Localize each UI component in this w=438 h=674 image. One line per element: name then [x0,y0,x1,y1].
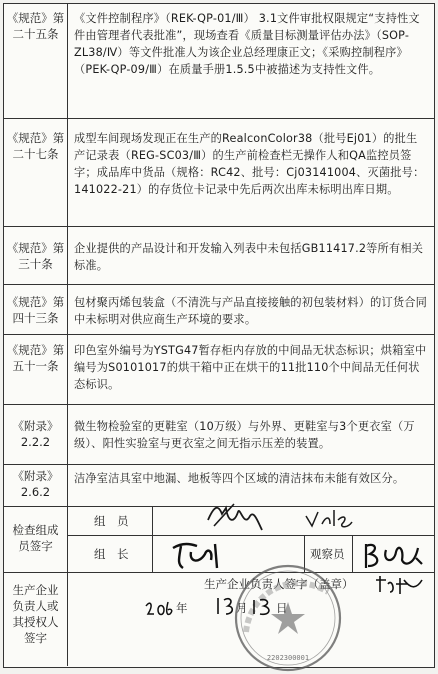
leader-label: 组 长 [94,547,129,561]
enterprise-sign-block [4,572,434,666]
clause-row [4,226,434,284]
clause-label: 《附录》 2.6.2 [4,464,68,506]
observer-label: 观察员 [310,547,345,561]
clause-text: 微生物检验室的更鞋室（10万级）与外界、更鞋室与3个更衣室（万级）、阳性实验室与更衣室之间无指示压差的装置。 [74,420,415,450]
clause-label: 《规范》第 三十条 [4,226,68,284]
clause-row [4,284,434,334]
clause-row [4,118,434,226]
column-divider [352,535,353,572]
clause-text: 《文件控制程序》（REK-QP-01/Ⅲ） 3.1文件审批权限规定“支持性文件由管理者代表批准”，现场查看《质量目标测量评估办法》（SOP-ZL38/Ⅳ）等文件批准人为该企业总经理康正文；《采购控制程序》（PEK-QP-09/Ⅲ）在质量手册1.5.5中被描述为支持性文件。 [74,12,420,76]
enterprise-sign-label: 生产企业负责人签字（盖章） [204,577,354,591]
year-suffix: 年 [176,601,188,615]
clause-row [4,334,434,404]
clause-text: 印色室外编号为YSTG47暂存柜内存放的中间品无状态标识；烘箱室中编号为S0101017的烘干箱中正在烘干的11批110个中间品无任何状态标识。 [74,344,427,391]
clause-text: 包材聚丙烯包装盒（不清洗与产品直接接触的初包装材料）的订货合同中未标明对供应商生产环境的要求。 [74,296,428,326]
clause-label: 《规范》第 二十七条 [4,118,68,226]
clause-row [4,404,434,464]
clause-row [4,4,434,118]
inspectors-sign-block [4,506,434,572]
day-suffix: 日 [276,601,288,615]
inspectors-label: 检查组成 员签字 [4,506,68,572]
clause-label: 《附录》 2.2.2 [4,404,68,464]
inspection-findings-sheet [3,3,435,668]
seal-number: 2202300001 [266,654,310,662]
clause-label: 《规范》第 五十一条 [4,334,68,404]
column-divider [152,506,153,572]
member-label: 组 员 [94,514,129,528]
clause-text: 成型车间现场发现正在生产的RealconColor38（批号Ej01）的批生产记录表（REG-SC03/Ⅲ）的生产前检查栏无操作人和QA监控员签字；成品库中货品（规格：RC42、批号：Cj03141004、灭菌批号：141022-21）的存货位卡记录中先后两次出库未标明出库日期。 [74,132,425,196]
clause-text: 洁净室洁具室中地漏、地板等四个区域的清洁抹布未能有效区分。 [74,472,405,485]
clause-label: 《规范》第 四十三条 [4,284,68,334]
enterprise-label: 生产企业 负责人或 其授权人 签字 [4,572,68,666]
clause-label: 《规范》第 二十五条 [4,4,68,118]
month-suffix: 月 [236,601,248,615]
clause-text: 企业提供的产品设计和开发输入列表中未包括GB11417.2等所有相关标准。 [74,242,424,272]
